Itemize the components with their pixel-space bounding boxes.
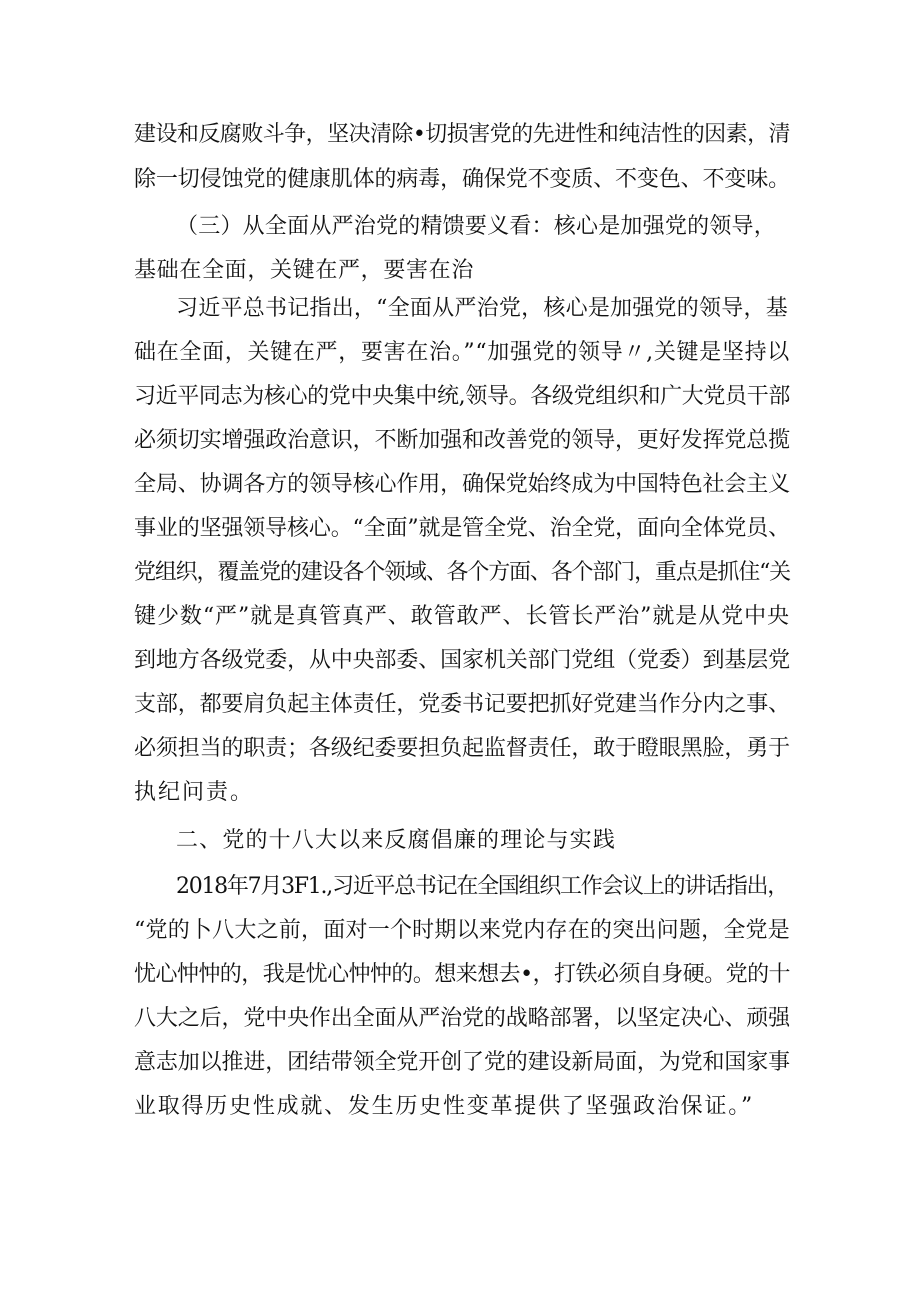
text-line: 习近平同志为核心的党中央集中统,领导。各级党组织和广大党员干部 — [134, 384, 790, 409]
section-heading: （三）从全面从严治党的精馈要义看：核心是加强党的领导， — [176, 214, 776, 239]
text-line: 除一切侵蚀党的健康肌体的病毒，确保党不变质、不变色、不变味。 — [134, 167, 790, 192]
text-line: 业取得历史性成就、发生历史性变革提供了坚强政治保证。” — [134, 1094, 754, 1119]
section-heading: 基础在全面，关键在严，要害在治 — [134, 258, 474, 283]
text-line: 键少数“严”就是真管真严、敢管敢严、长管长严治”就是从党中央 — [134, 604, 790, 629]
text-line: 事业的坚强领导核心。“全面”就是管全党、治全党，面向全体党员、 — [134, 516, 790, 541]
section-heading: 二、党的十八大以来反腐倡廉的理论与实践 — [176, 828, 616, 853]
text-line: 必须切实增强政治意识，不断加强和改善党的领导，更好发挥党总揽 — [134, 428, 790, 453]
text-line: 全局、协调各方的领导核心作用，确保党始终成为中国特色社会主义 — [134, 472, 790, 497]
text-line: 执纪问责。 — [134, 780, 254, 805]
text-line: 意志加以推进，团结带领全党开创了党的建设新局面，为党和国家事 — [134, 1050, 790, 1075]
text-line: 到地方各级党委，从中央部委、国家机关部门党组（党委）到基层党 — [134, 648, 790, 673]
text-line: 八大之后，党中央作出全面从严治党的战略部署，以坚定决心、顽强 — [134, 1006, 790, 1031]
text-line: 支部，都要肩负起主体责任，党委书记要把抓好党建当作分内之事、 — [134, 692, 790, 717]
text-line: 习近平总书记指出，“全面从严治党，核心是加强党的领导，基 — [176, 296, 788, 321]
text-line: 必须担当的职责；各级纪委要担负起监督责任，敢于瞪眼黑脸，勇于 — [134, 736, 790, 761]
text-line: 忧心忡忡的，我是忧心忡忡的。想来想去•，打铁必须自身硬。党的十 — [134, 962, 790, 987]
text-line: 建设和反腐败斗争，坚决清除•切损害党的先进性和纯洁性的因素，清 — [134, 122, 790, 147]
text-line: 础在全面，关键在严，要害在治。”“加强党的领导〃,关键是坚持以 — [134, 340, 790, 365]
text-line: 党组织，覆盖党的建设各个领域、各个方面、各个部门，重点是抓住“关 — [134, 560, 790, 585]
text-line: 2018年7月3F1.,习近平总书记在全国组织工作会议上的讲话指出， — [176, 874, 788, 899]
text-line: “党的卜八大之前，面对一个时期以来党内存在的突出问题，全党是 — [134, 918, 790, 943]
